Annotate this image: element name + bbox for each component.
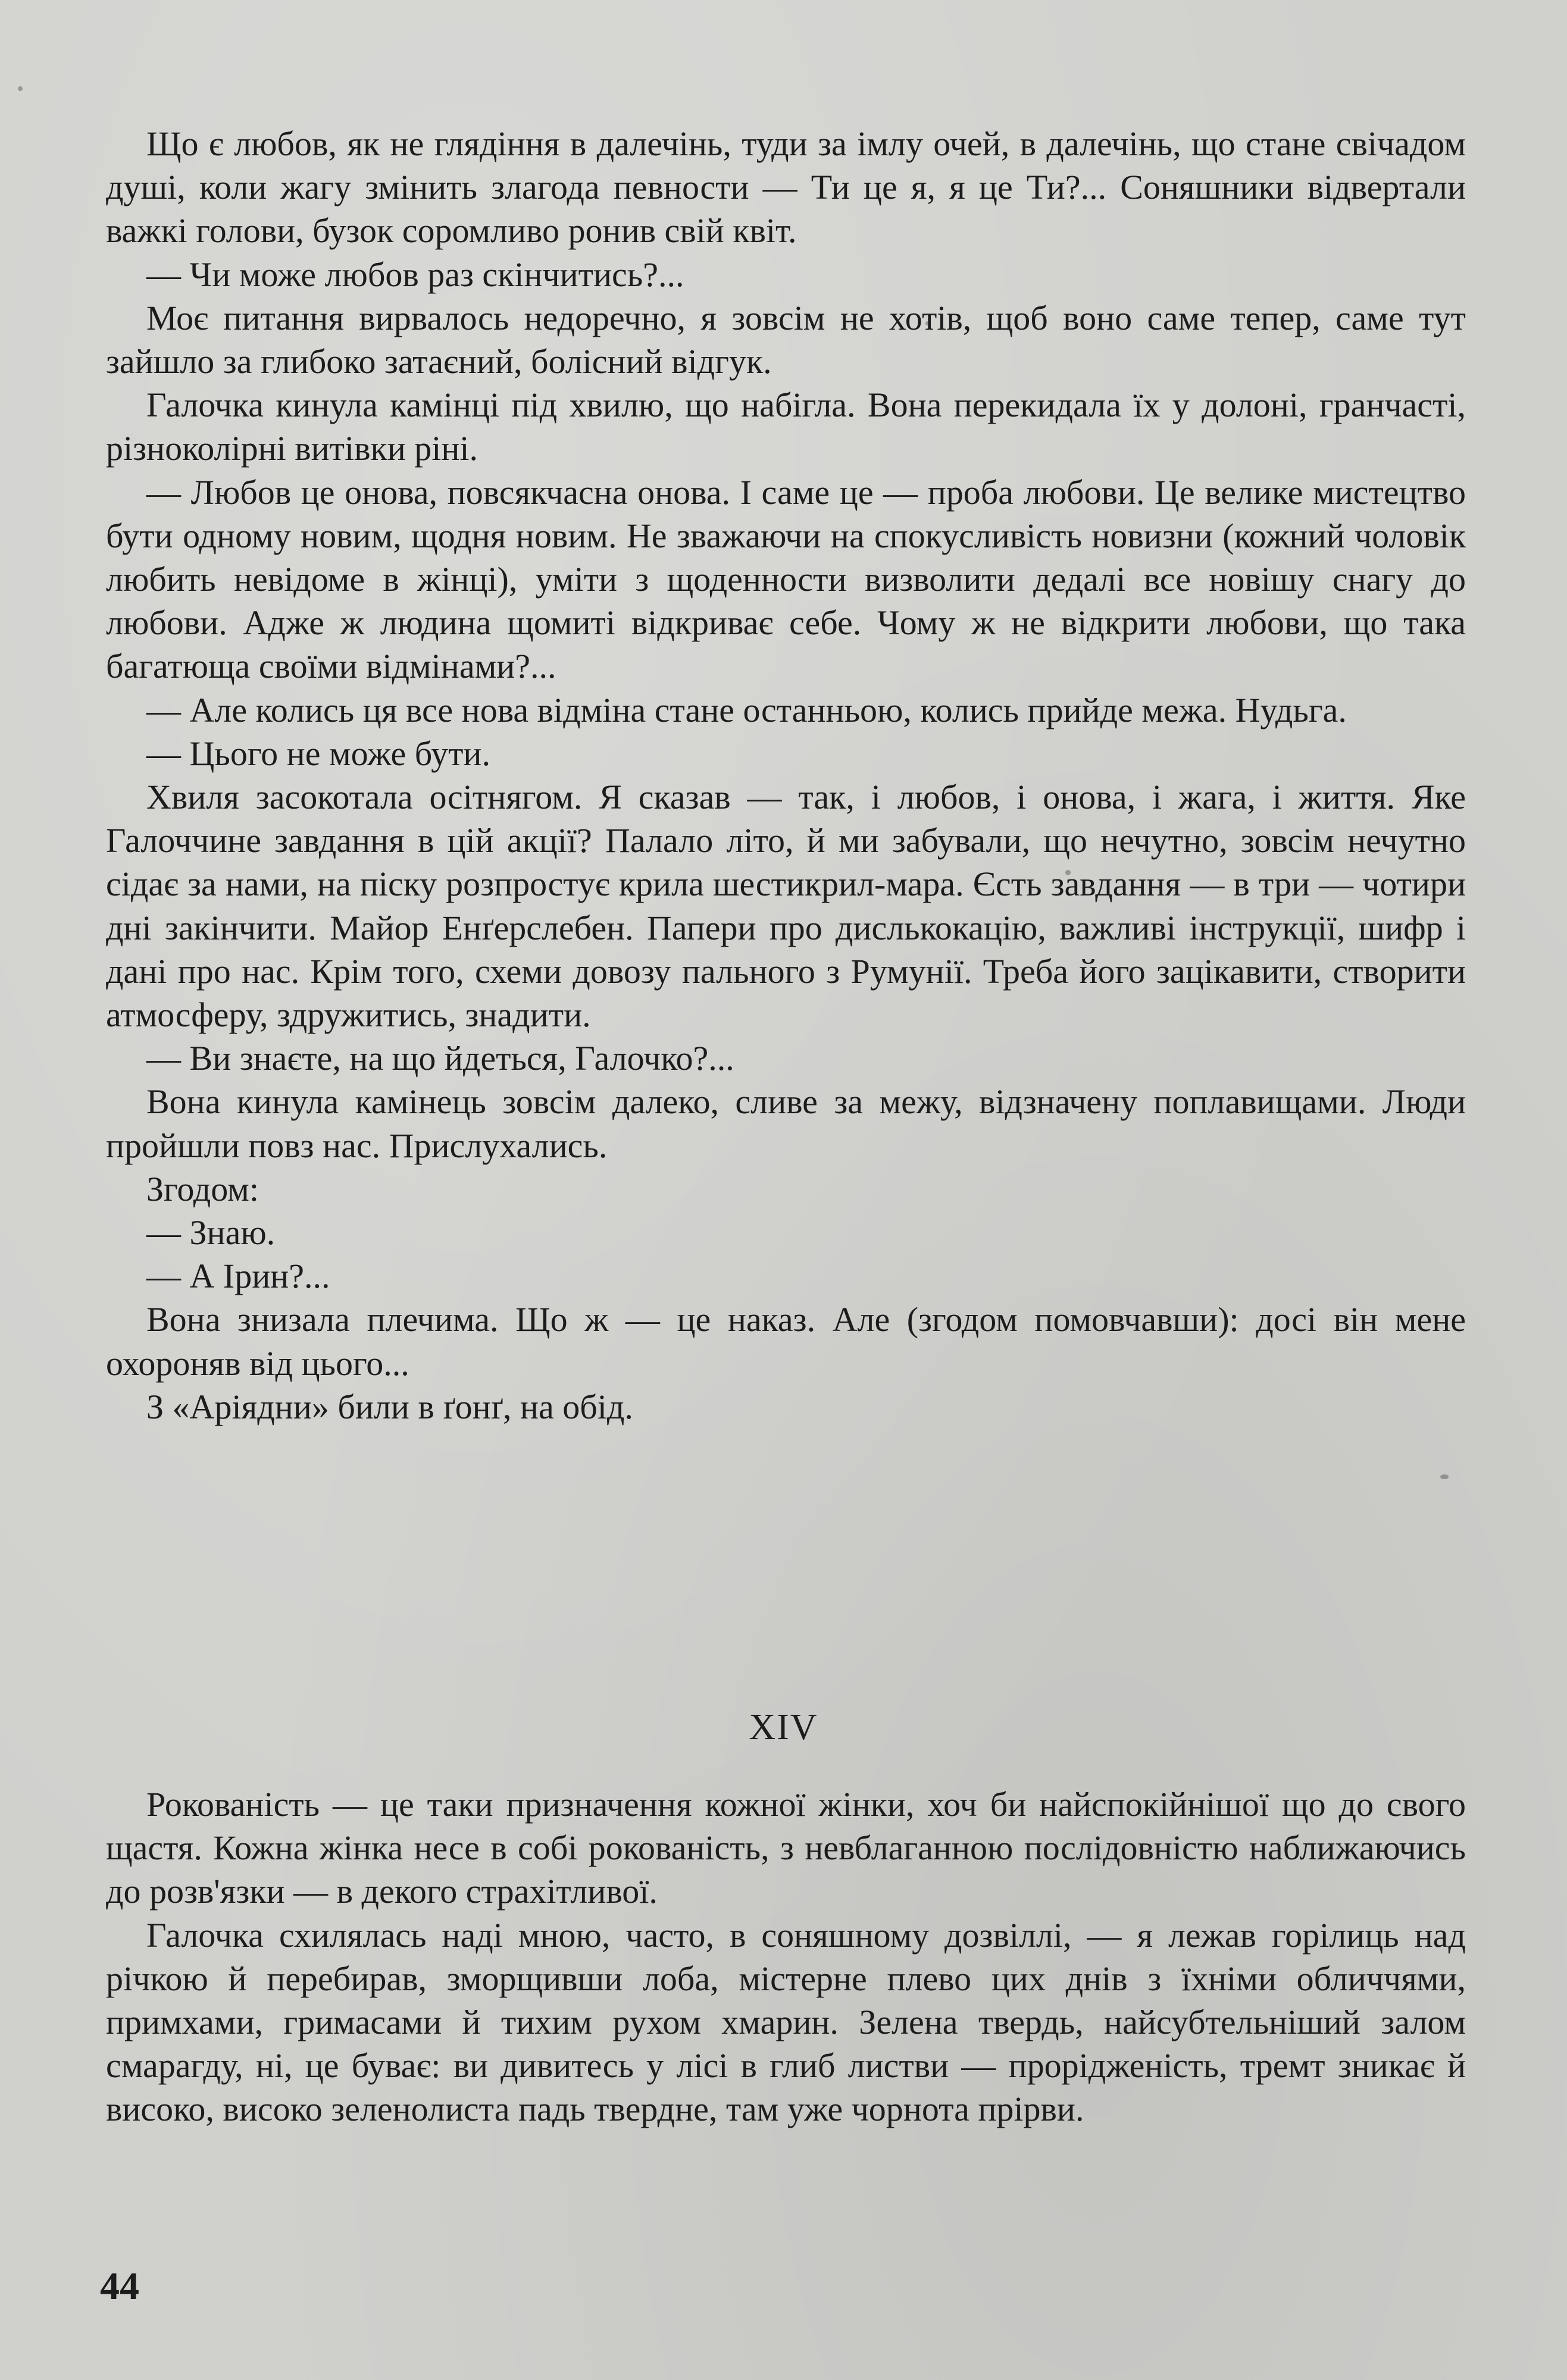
paragraph: — Цього не може бути. [146,734,490,773]
paper-speck [18,86,23,91]
page-number: 44 [100,2265,139,2308]
paragraph: — А Ірин?... [146,1257,330,1296]
paper-speck [1065,870,1071,875]
paper-speck [925,321,930,325]
paragraph: Згодом: [146,1169,259,1208]
paragraph: — Ви знаєте, на що йдеться, Галочко?... [146,1039,734,1078]
paragraph: З «Аріядни» били в ґонґ, на обід. [146,1387,633,1426]
paragraph: — Але колись ця все нова відміна стане останньою, колись прийде межа. Нудьга. [146,690,1347,729]
paragraph: Рокованість — це таки призначення кожної жінки, хоч би найспокійнішої що до свого щастя. Кожна жінка несе в собі рокованість, з невблаганною послідовністю наближаючись до розв'язки — в декого страхітливої. [106,1785,1466,1911]
paper-speck [1440,1474,1449,1479]
paragraph: Галочка схилялась наді мною, часто, в соняшному дозвіллі, — я лежав горілиць над річкою й перебирав, зморщивши лоба, містерне плево цих днів з їхніми обличчями, примхами, гримасами й тихим рухом хмарин. Зелена твердь, найсубтельніший залом смарагду, ні, це буває: ви дивитесь у лісі в глиб листви — прорідженість, тремт зникає й високо, високо зеленолиста падь твердне, там уже чорнота прірви. [106,1915,1466,2129]
paragraph: — Чи може любов раз скінчитись?... [146,255,684,294]
paragraph: Галочка кинула камінці під хвилю, що набігла. Вона перекидала їх у долоні, гранчасті, різноколірні витівки ріні. [106,386,1466,468]
paragraph: Моє питання вирвалось недоречно, я зовсім не хотів, щоб воно саме тепер, саме тут зайшло за глибоко затаєний, болісний відгук. [106,298,1466,381]
chapter-heading: XIV [749,1707,818,1748]
body-text-bottom [106,1783,1466,2131]
body-text-top [106,122,1466,1429]
paragraph: Вона кинула камінець зовсім далеко, сливе за межу, відзначену поплавищами. Люди пройшли повз нас. Прислухались. [106,1082,1466,1165]
paragraph: Хвиля засокотала осітнягом. Я сказав — так, і любов, і онова, і жага, і життя. Яке Галоччине завдання в цій акції? Палало літо, й ми забували, що нечутно, зовсім нечутно сідає за нами, на піску розпростує крила шестикрил-мара. Єсть завдання — в три — чотири дні закінчити. Майор Енґерслебен. Папери про дислькокацію, важливі інструкції, шифр і дані про нас. Крім того, схеми довозу пального з Румунії. Треба його зацікавити, створити атмосферу, здружитись, знадити. [106,778,1466,1035]
paragraph: Що є любов, як не глядіння в далечінь, туди за імлу очей, в далечінь, що стане свічадом душі, коли жагу змінить злагода певности — Ти це я, я це Ти?... Соняшники відвертали важкі голови, бузок соромливо ронив свій квіт. [106,124,1466,250]
paragraph: Вона знизала плечима. Що ж — це наказ. Але (згодом помовчавши): досі він мене охороняв від цього... [106,1300,1466,1383]
paragraph: — Любов це онова, повсякчасна онова. І саме це — проба любови. Це велике мистецтво бути одному новим, щодня новим. Не зважаючи на спокусливість новизни (кожний чоловік любить невідоме в жінці), уміти з щоденности визволити дедалі все новішу снагу до любови. Адже ж людина щомиті відкриває себе. Чому ж не відкрити любови, що така багатюща своїми відмінами?... [106,472,1466,686]
paragraph: — Знаю. [146,1213,276,1252]
